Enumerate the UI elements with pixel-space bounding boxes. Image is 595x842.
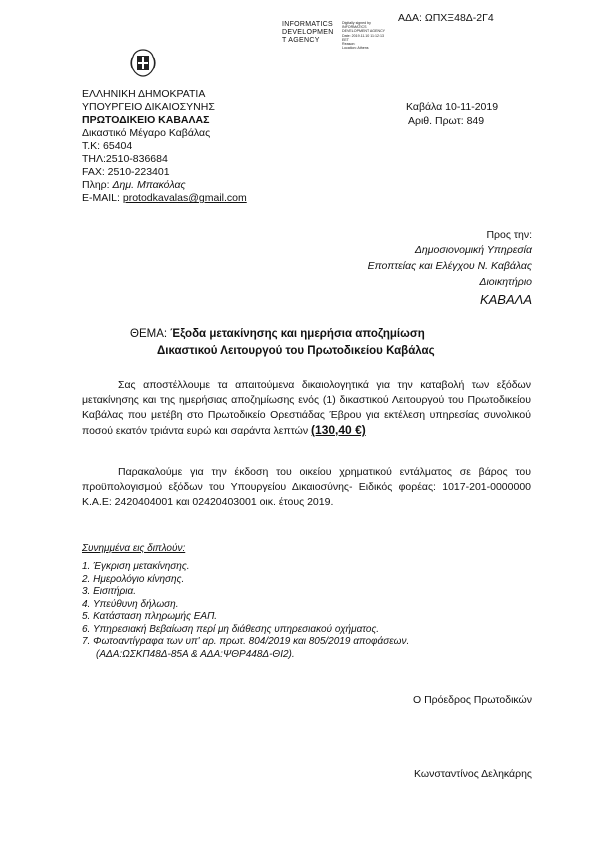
recipient-city: ΚΑΒΑΛΑ: [479, 292, 532, 307]
fine-print-line: INFORMATICS: [342, 25, 367, 30]
body-paragraph-1: [82, 378, 531, 439]
ada-number: ΑΔΑ: ΩΠΧΞ48Δ-2Γ4: [398, 12, 494, 24]
fine-print-line: Digitally signed by: [342, 21, 371, 25]
agency-line-2: DEVELOPMEN: [282, 29, 334, 36]
fine-print-line: EET: [342, 37, 349, 42]
signatory-role: Ο Πρόεδρος Πρωτοδικών: [413, 694, 532, 706]
payment-amount: (130,40 €): [311, 423, 366, 437]
fine-print-line: Location: Athens: [342, 46, 369, 51]
subject-block: [130, 326, 435, 360]
body-paragraph-2: Παρακαλούμε για την έκδοση του οικείου χρηματικού εντάλματος σε βάρος του προϋπολογισμού εξόδων του Υπουργείου Δικαιοσύνης- Ειδικός φορέας: 1017-201-0000000 Κ.Α.Ε: 2420404001 και 02420403001 οικ. έτους 2019.: [82, 466, 531, 508]
recipient-to: Προς την:: [486, 229, 532, 241]
info-name: Δημ. Μπακόλας: [112, 179, 186, 191]
digital-signature-fine-print: [342, 21, 412, 50]
list-item: 1. Έγκριση μετακίνησης.: [82, 561, 190, 572]
fine-print-line: DEVELOPMENT AGENCY: [342, 29, 386, 34]
greek-emblem-icon: [128, 48, 158, 78]
agency-line-3: T AGENCY: [282, 37, 320, 44]
recipient-line-2: Εποπτείας και Ελέγχου Ν. Καβάλας: [367, 260, 532, 272]
attachments-title: Συνημμένα εις διπλούν:: [82, 543, 186, 554]
fine-print-line: Reason:: [342, 42, 356, 47]
list-item-continuation: (ΑΔΑ:ΩΣΚΠ48Δ-85Α & ΑΔΑ:ΨΘΡ448Δ-ΘΙ2).: [96, 648, 295, 660]
signatory-name: Κωνσταντίνος Δεληκάρης: [414, 768, 532, 780]
email-link[interactable]: protodkavalas@gmail.com: [122, 192, 247, 204]
country-name: ΕΛΛΗΝΙΚΗ ΔΗΜΟΚΡΑΤΙΑ: [82, 88, 206, 100]
subject-label: ΘΕΜΑ:: [130, 328, 168, 340]
ministry-name: ΥΠΟΥΡΓΕΙΟ ΔΙΚΑΙΟΣΥΝΗΣ: [82, 101, 215, 113]
postal-code: Τ.Κ: 65404: [82, 140, 133, 152]
list-item: 5. Κατάσταση πληρωμής ΕΑΠ.: [82, 611, 218, 622]
agency-line-1: INFORMATICS: [282, 21, 334, 28]
agency-stamp: [282, 21, 342, 45]
court-name: ΠΡΩΤΟΔΙΚΕΙΟ ΚΑΒΑΛΑΣ: [82, 114, 210, 126]
fine-print-line: Date: 2019.11.10 11:12:13: [342, 33, 385, 38]
list-item: 6. Υπηρεσιακή Βεβαίωση περί μη διάθεσης υπηρεσιακού οχήματος.: [82, 623, 380, 635]
court-building: Δικαστικό Μέγαρο Καβάλας: [82, 127, 211, 139]
subject-line-2: Δικαστικού Λειτουργού του Πρωτοδικείου Καβάλας: [157, 345, 435, 357]
info-contact: [82, 179, 302, 192]
info-label: Πληρ:: [82, 179, 110, 191]
list-item: 7. Φωτοαντίγραφα των υπ' αρ. πρωτ. 804/2019 και 805/2019 αποφάσεων.: [82, 636, 410, 647]
body-paragraph-1-text: Σας αποστέλλουμε τα απαιτούμενα δικαιολογητικά για την καταβολή των εξόδων μετακίνησης και της ημερήσιας αποζημίωσης ενός (1) δικαστικού Λειτουργού του Πρωτοδικείου Καβάλας που μετέβη στο Πρωτοδικείο Ορεστιάδας Έβρου για εκτέλεση υπηρεσίας συνολικού ποσού εκατόν τριάντα ευρώ και σαράντα λεπτών: [82, 379, 531, 437]
subject-line-1: Έξοδα μετακίνησης και ημερήσια αποζημίωση: [170, 328, 425, 340]
email-line: [82, 192, 302, 205]
protocol-number: Αριθ. Πρωτ: 849: [408, 115, 485, 127]
list-item: 3. Εισιτήρια.: [82, 586, 136, 597]
letterhead: [82, 88, 302, 205]
list-item: 4. Υπεύθυνη δήλωση.: [82, 598, 179, 610]
list-item: 2. Ημερολόγιο κίνησης.: [82, 573, 185, 585]
date-line: Καβάλα 10-11-2019: [406, 101, 499, 113]
recipient-line-3: Διοικητήριο: [479, 276, 532, 288]
recipient-block: [300, 228, 532, 308]
phone-number: ΤΗΛ:2510-836684: [82, 153, 168, 165]
attachments-list: [82, 561, 532, 661]
email-label: E-MAIL:: [82, 192, 120, 204]
recipient-line-1: Δημοσιονομική Υπηρεσία: [414, 244, 532, 256]
fax-number: FAX: 2510-223401: [82, 166, 170, 178]
